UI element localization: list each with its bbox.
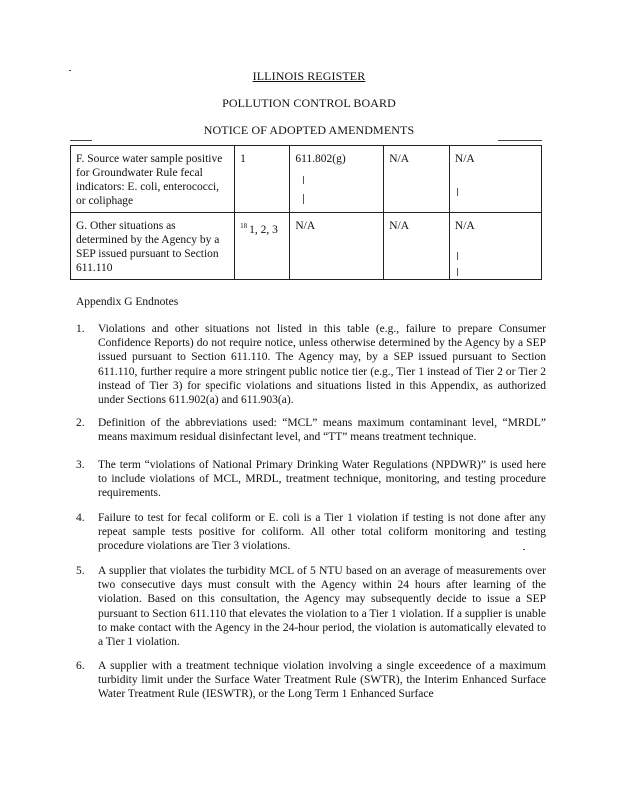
- scan-tick: [303, 176, 304, 184]
- scan-speck: [69, 70, 71, 71]
- na-cell: N/A: [449, 213, 541, 280]
- endnote-number: 1.: [76, 323, 85, 335]
- endnote-text: Violations and other situations not listed in this table (e.g., failure to prepare Consumer Confidence Reports) do not require notice, unless otherwise determined by the Agency by a SEP issued pursuant to Section 611.110. The Agency may, by a SEP issued pursuant to Section 611.110, further require a more stringent public notice tier (e.g., Tier 1 instead of Tier 2 or Tier 2 instead of Tier 3) for specific violations and situations listed in this Appendix, as authorized under Sections 611.902(a) and 611.903(a).: [98, 323, 546, 407]
- scan-line-fragment: [498, 140, 542, 141]
- scan-tick: [457, 188, 458, 196]
- endnote-superscript: 18: [240, 222, 248, 230]
- endnote-number: 5.: [76, 565, 85, 577]
- endnote-text: A supplier that violates the turbidity MCL of 5 NTU based on an average of measurements over two consecutive days must consult with the Agency within 24 hours after learning of the violation. Based on this consultation, the Agency may subsequently decide to issue a SEP pursuant to Section 611.110 that elevates the violation to a Tier 1 violation. If a supplier is unable to make contact with the Agency in the 24-hour period, the violation is automatically elevated to a Tier 1 violation.: [98, 565, 546, 649]
- situation-cell: G. Other situations as determined by the Agency by a SEP issued pursuant to Section 611.110: [71, 213, 235, 280]
- endnote-number: 2.: [76, 417, 85, 429]
- scan-speck: [523, 549, 525, 550]
- notice-tier-table: [70, 145, 542, 280]
- endnote-item: [76, 458, 546, 501]
- endnote-item: [76, 564, 546, 649]
- endnote-text: Definition of the abbreviations used: “MCL” means maximum contaminant level, “MRDL” means maximum residual disinfectant level, and “TT” means treatment technique.: [98, 417, 546, 444]
- citation-cell: N/A: [290, 213, 384, 280]
- tier-value: 1, 2, 3: [249, 223, 278, 236]
- endnote-number: 3.: [76, 459, 85, 471]
- appendix-title: Appendix G Endnotes: [76, 296, 179, 308]
- scan-line-fragment: [70, 140, 92, 141]
- citation-cell: 611.802(g): [290, 146, 384, 213]
- table-row: [71, 146, 542, 213]
- situation-cell: F. Source water sample positive for Groundwater Rule fecal indicators: E. coli, enterococci, or coliphage: [71, 146, 235, 213]
- register-title: ILLINOIS REGISTER: [252, 69, 366, 83]
- endnote-number: 4.: [76, 512, 85, 524]
- endnote-number: 6.: [76, 660, 85, 672]
- endnote-item: [76, 511, 546, 554]
- notice-title: NOTICE OF ADOPTED AMENDMENTS: [203, 123, 415, 137]
- endnote-item: [76, 322, 546, 407]
- scan-tick: [457, 252, 458, 260]
- na-cell: N/A: [384, 213, 450, 280]
- tier-cell: 1: [235, 146, 290, 213]
- endnote-item: [76, 416, 546, 444]
- na-cell: N/A: [384, 146, 450, 213]
- table-row: [71, 213, 542, 280]
- scan-tick: [303, 194, 304, 204]
- scan-tick: [457, 268, 458, 276]
- endnote-text: The term “violations of National Primary Drinking Water Regulations (NPDWR)” is used here to include violations of MCL, MRDL, treatment technique, monitoring, and testing procedure requirements.: [98, 459, 546, 500]
- endnote-item: [76, 659, 546, 702]
- tier-cell: [235, 213, 290, 280]
- endnote-text: Failure to test for fecal coliform or E. coli is a Tier 1 violation if testing is not done after any repeat sample tests positive for coliform. All other total coliform monitoring and testing procedure violations are Tier 3 violations.: [98, 512, 546, 553]
- board-title: POLLUTION CONTROL BOARD: [222, 96, 396, 110]
- na-cell: N/A: [449, 146, 541, 213]
- endnote-text: A supplier with a treatment technique violation involving a single exceedence of a maximum turbidity limit under the Surface Water Treatment Rule (SWTR), the Interim Enhanced Surface Water Treatment Rule (IESWTR), or the Long Term 1 Enhanced Surface: [98, 660, 546, 701]
